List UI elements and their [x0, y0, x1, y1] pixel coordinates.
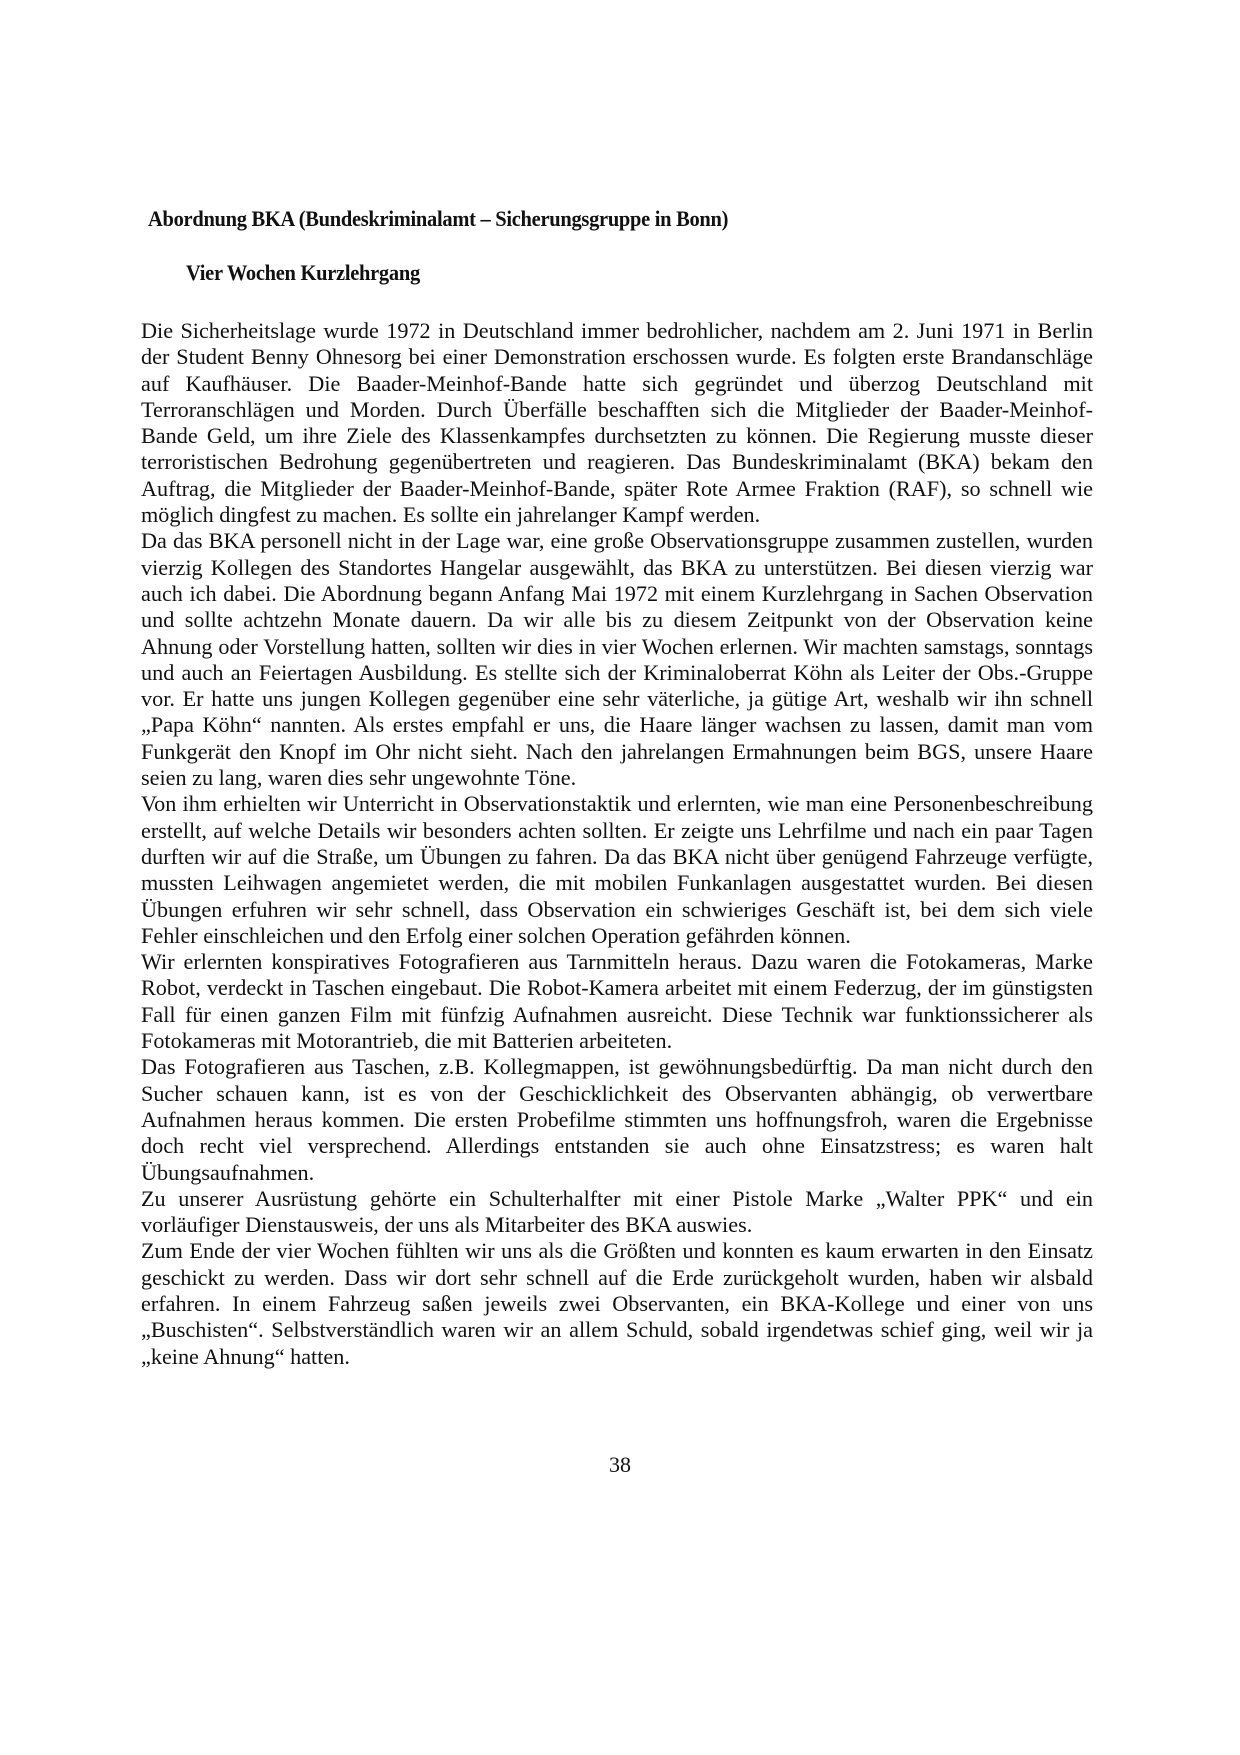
paragraph: Zu unserer Ausrüstung gehörte ein Schulterhalfter mit einer Pistole Marke „Walter PPK“ und ein vorläufiger Dienstausweis, der uns als Mitarbeiter des BKA auswies. [141, 1185, 1093, 1238]
page-number: 38 [609, 1452, 631, 1477]
paragraph: Da das BKA personell nicht in der Lage war, eine große Observationsgruppe zusammen zustellen, wurden vierzig Kollegen des Standortes Hangelar ausgewählt, das BKA zu unterstützen. Bei diesen vierzig war auch ich dabei. Die Abordnung begann Anfang Mai 1972 mit einem Kurzlehrgang in Sachen Observation und sollte achtzehn Monate dauern. Da wir alle bis zu diesem Zeitpunkt von der Observation keine Ahnung oder Vorstellung hatten, sollten wir dies in vier Wochen erlernen. Wir machten samstags, sonntags und auch an Feiertagen Ausbildung. Es stellte sich der Kriminaloberrat Köhn als Leiter der Obs.-Gruppe vor. Er hatte uns jungen Kollegen gegenüber eine sehr väterliche, ja gütige Art, weshalb wir ihn schnell „Papa Köhn“ nannten. Als erstes empfahl er uns, die Haare länger wachsen zu lassen, damit man vom Funkgerät den Knopf im Ohr nicht sieht. Nach den jahrelangen Ermahnungen beim BGS, unsere Haare seien zu lang, waren dies sehr ungewohnte Töne. [141, 528, 1093, 791]
paragraph: Das Fotografieren aus Taschen, z.B. Kollegmappen, ist gewöhnungsbedürftig. Da man nicht durch den Sucher schauen kann, ist es von der Geschicklichkeit des Observanten abhängig, ob verwertbare Aufnahmen heraus kommen. Die ersten Probefilme stimmten uns hoffnungsfroh, waren die Ergebnisse doch recht viel versprechend. Allerdings entstanden sie auch ohne Einsatzstress; es waren halt Übungsaufnahmen. [141, 1054, 1093, 1185]
paragraph: Wir erlernten konspiratives Fotografieren aus Tarnmitteln heraus. Dazu waren die Fotokameras, Marke Robot, verdeckt in Taschen eingebaut. Die Robot-Kamera arbeitet mit einem Federzug, der im günstigsten Fall für einen ganzen Film mit fünfzig Aufnahmen ausreicht. Diese Technik war funktionssicherer als Fotokameras mit Motorantrieb, die mit Batterien arbeiteten. [141, 949, 1093, 1054]
subsection-heading: Vier Wochen Kurzlehrgang [186, 260, 420, 285]
body-text [141, 318, 1093, 1370]
paragraph: Zum Ende der vier Wochen fühlten wir uns als die Größten und konnten es kaum erwarten in den Einsatz geschickt zu werden. Dass wir dort sehr schnell auf die Erde zurückgeholt wurden, haben wir alsbald erfahren. In einem Fahrzeug saßen jeweils zwei Observanten, ein BKA-Kollege und einer von uns „Buschisten“. Selbstverständlich waren wir an allem Schuld, sobald irgendetwas schief ging, weil wir ja „keine Ahnung“ hatten. [141, 1238, 1093, 1369]
paragraph: Von ihm erhielten wir Unterricht in Observationstaktik und erlernten, wie man eine Personenbeschreibung erstellt, auf welche Details wir besonders achten sollten. Er zeigte uns Lehrfilme und nach ein paar Tagen durften wir auf die Straße, um Übungen zu fahren. Da das BKA nicht über genügend Fahrzeuge verfügte, mussten Leihwagen angemietet werden, die mit mobilen Funkanlagen ausgestattet wurden. Bei diesen Übungen erfuhren wir sehr schnell, dass Observation ein schwieriges Geschäft ist, bei dem sich viele Fehler einschleichen und den Erfolg einer solchen Operation gefährden können. [141, 791, 1093, 948]
section-heading: Abordnung BKA (Bundeskriminalamt – Sicherungsgruppe in Bonn) [148, 206, 729, 231]
paragraph: Die Sicherheitslage wurde 1972 in Deutschland immer bedrohlicher, nachdem am 2. Juni 1971 in Berlin der Student Benny Ohnesorg bei einer Demonstration erschossen wurde. Es folgten erste Brandanschläge auf Kaufhäuser. Die Baader-Meinhof-Bande hatte sich gegründet und überzog Deutschland mit Terroranschlägen und Morden. Durch Überfälle beschafften sich die Mitglieder der Baader-Meinhof-Bande Geld, um ihre Ziele des Klassenkampfes durchsetzten zu können. Die Regierung musste dieser terroristischen Bedrohung gegenübertreten und reagieren. Das Bundeskriminalamt (BKA) bekam den Auftrag, die Mitglieder der Baader-Meinhof-Bande, später Rote Armee Fraktion (RAF), so schnell wie möglich dingfest zu machen. Es sollte ein jahrelanger Kampf werden. [141, 318, 1093, 528]
